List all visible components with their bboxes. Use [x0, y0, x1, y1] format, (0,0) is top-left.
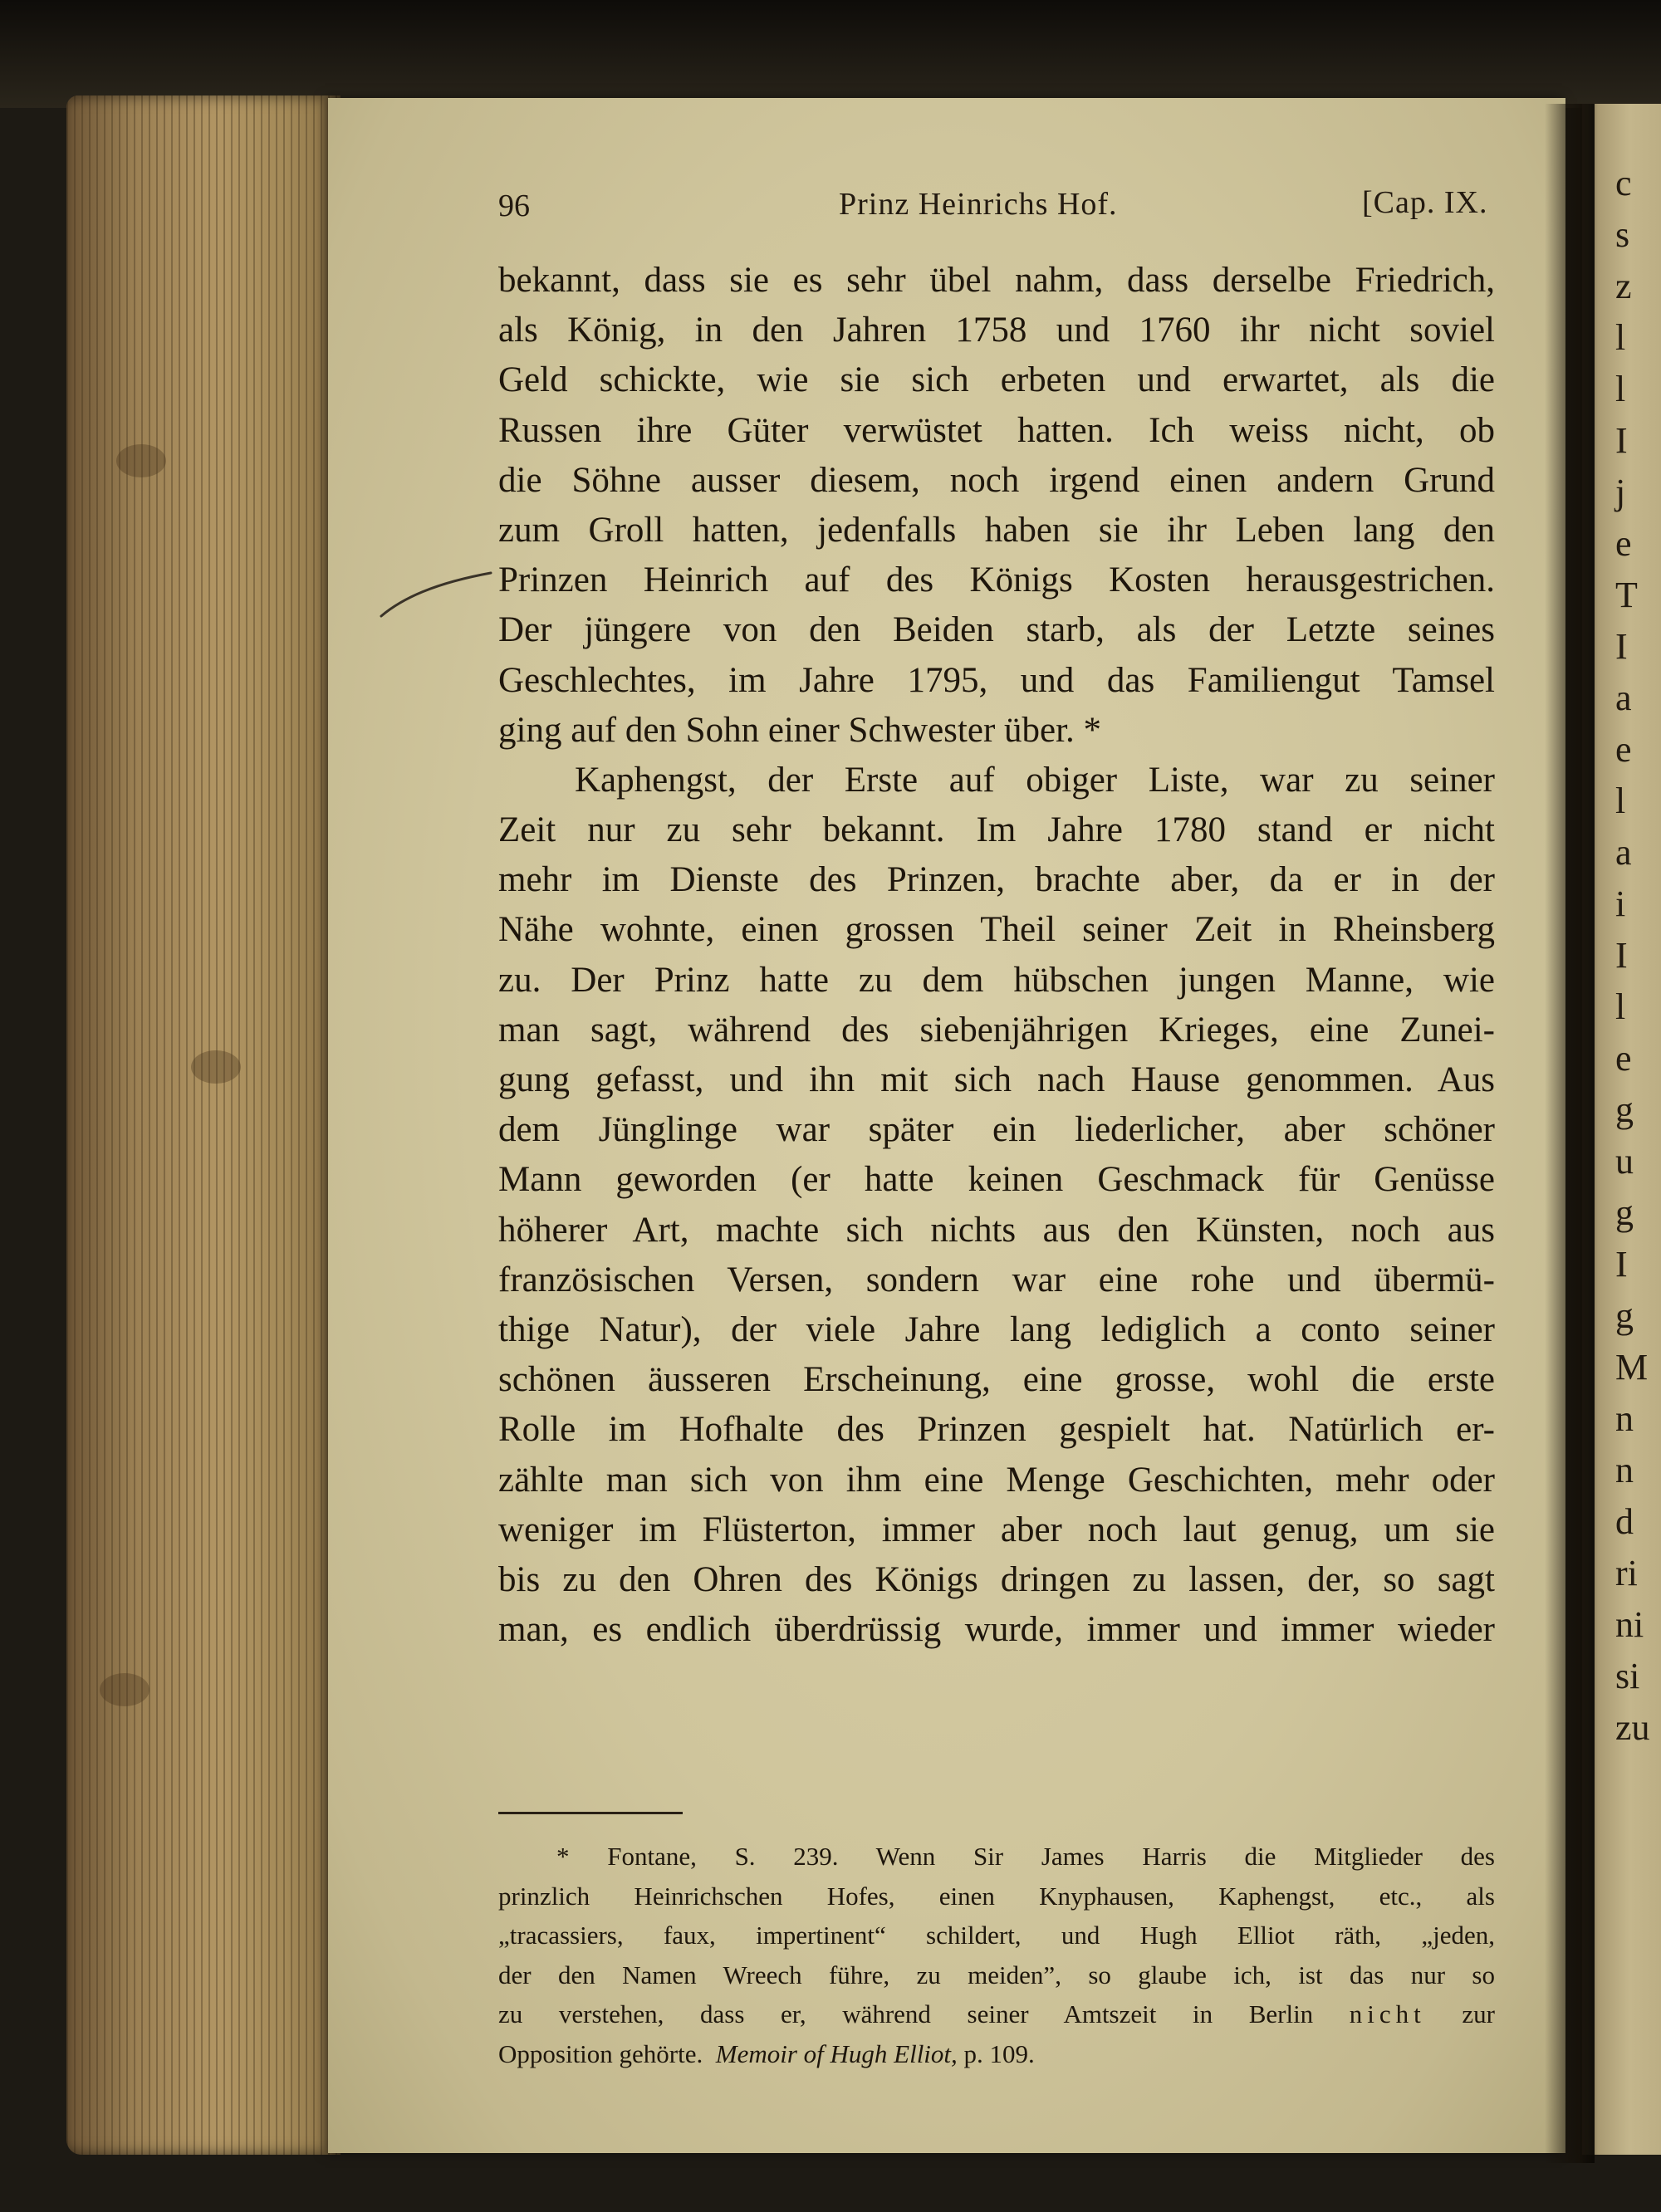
text-line: schönen äusseren Erscheinung, eine grosse, wohl die erste [498, 1360, 1495, 1400]
pencil-mark [378, 565, 494, 623]
dark-background [0, 0, 1661, 108]
text-line: bis zu den Ohren des Königs dringen zu lassen, der, so sagt [498, 1559, 1495, 1599]
footnote-text: zur [1462, 1999, 1495, 2028]
footnote-line [498, 2034, 1495, 2074]
page-block-edges [66, 95, 341, 2155]
facing-page-glyph: c [1615, 163, 1632, 203]
text-line: man sagt, während des siebenjährigen Krieges, eine Zunei- [498, 1010, 1495, 1050]
facing-page-glyph: ni [1615, 1604, 1644, 1645]
text-line: als König, in den Jahren 1758 und 1760 ihr nicht soviel [498, 311, 1495, 350]
text-line: mehr im Dienste des Prinzen, brachte aber, da er in der [498, 860, 1495, 900]
book-page [328, 98, 1565, 2153]
facing-page-glyph: I [1615, 935, 1628, 976]
facing-page-glyph: g [1615, 1089, 1634, 1130]
footnote-emphasis: nicht [1349, 1999, 1426, 2028]
text-line: gung gefasst, und ihn mit sich nach Hause genommen. Aus [498, 1060, 1495, 1099]
footnote-line: * Fontane, S. 239. Wenn Sir James Harris die Mitglieder des [556, 1842, 1495, 1871]
text-line: Geld schickte, wie sie sich erbeten und erwartet, als die [498, 360, 1495, 400]
text-line: Prinzen Heinrich auf des Königs Kosten herausgestrichen. [498, 560, 1495, 600]
edge-stain [191, 1050, 241, 1084]
facing-page-glyph: l [1615, 986, 1626, 1027]
text-line: weniger im Flüsterton, immer aber noch laut genug, um sie [498, 1510, 1495, 1549]
facing-page-glyph: d [1615, 1501, 1634, 1542]
text-line: zählte man sich von ihm eine Menge Geschichten, mehr oder [498, 1460, 1495, 1500]
gutter-shadow [1545, 104, 1595, 2163]
facing-page-glyph: T [1615, 575, 1638, 615]
text-line: Geschlechtes, im Jahre 1795, und das Familiengut Tamsel [498, 660, 1495, 700]
facing-page-glyph: l [1615, 369, 1626, 409]
facing-page-glyph: e [1615, 523, 1632, 564]
text-line: zu. Der Prinz hatte zu dem hübschen jungen Manne, wie [498, 960, 1495, 1000]
text-line: die Söhne ausser diesem, noch irgend einen andern Grund [498, 460, 1495, 500]
facing-page-glyph: n [1615, 1398, 1634, 1439]
footnote-text: p. 109. [963, 2038, 1035, 2068]
footnote-line [498, 1994, 1495, 2034]
facing-page-glyph: e [1615, 1038, 1632, 1079]
facing-page-glyph: s [1615, 214, 1630, 255]
text-line: man, es endlich überdrüssig wurde, immer und immer wieder [498, 1610, 1495, 1650]
facing-page-glyph: i [1615, 883, 1626, 924]
text-line: zum Groll hatten, jedenfalls haben sie ihr Leben lang den [498, 510, 1495, 550]
facing-page-glyph: I [1615, 626, 1628, 667]
text-line: Russen ihre Güter verwüstet hatten. Ich weiss nicht, ob [498, 410, 1495, 450]
text-line: höherer Art, machte sich nichts aus den Künsten, noch aus [498, 1210, 1495, 1250]
facing-page-glyph: e [1615, 729, 1632, 770]
facing-page-glyph: j [1615, 472, 1626, 512]
footnote-line: prinzlich Heinrichschen Hofes, einen Knyphausen, Kaphengst, etc., als [498, 1881, 1495, 1911]
edge-stain [100, 1673, 149, 1706]
facing-page-glyph: l [1615, 781, 1626, 821]
facing-page-glyph: M [1615, 1347, 1649, 1387]
text-line: Rolle im Hofhalte des Prinzen gespielt hat. Natürlich er- [498, 1410, 1495, 1450]
text-line: Nähe wohnte, einen grossen Theil seiner Zeit in Rheinsberg [498, 910, 1495, 950]
footnote-line: „tracassiers, faux, impertinent“ schildert, und Hugh Elliot räth, „jeden, [498, 1921, 1495, 1950]
footnote-text: zu verstehen, dass er, während seiner Amtszeit in Berlin [498, 1999, 1314, 2028]
footnote-text: Opposition gehörte. [498, 2038, 703, 2068]
facing-page-glyph: I [1615, 1244, 1628, 1285]
facing-page-glyph: a [1615, 832, 1632, 873]
footnote-citation: Memoir of Hugh Elliot, [715, 2038, 958, 2068]
footnote-line: der den Namen Wreech führe, zu meiden”, so glaube ich, ist das nur so [498, 1960, 1495, 1989]
running-title: Prinz Heinrichs Hof. [839, 187, 1118, 222]
chapter-label: [Cap. IX. [1362, 185, 1488, 220]
facing-page-glyph: n [1615, 1450, 1634, 1490]
facing-page-glyph: zu [1615, 1707, 1650, 1748]
facing-page-glyph: u [1615, 1141, 1634, 1182]
facing-page-glyph: si [1615, 1656, 1640, 1696]
text-line: Mann geworden (er hatte keinen Geschmack für Genüsse [498, 1160, 1495, 1200]
footnote-rule [498, 1812, 683, 1814]
facing-page-glyph: l [1615, 317, 1626, 358]
text-line: dem Jünglinge war später ein liederlicher, aber schöner [498, 1110, 1495, 1150]
facing-page-glyph: g [1615, 1295, 1634, 1336]
page-number: 96 [498, 188, 530, 223]
edge-stain [116, 444, 166, 477]
facing-page-glyph: g [1615, 1192, 1634, 1233]
text-line: ging auf den Sohn einer Schwester über. * [498, 710, 1102, 750]
footnote [498, 1837, 1495, 2073]
facing-page-glyph: ri [1615, 1553, 1638, 1593]
main-text [498, 256, 1495, 1655]
text-line: Der jüngere von den Beiden starb, als der Letzte seines [498, 610, 1495, 650]
facing-page-glyph: z [1615, 266, 1632, 306]
facing-page-glyph: I [1615, 420, 1628, 461]
text-line: thige Natur), der viele Jahre lang lediglich a conto seiner [498, 1309, 1495, 1349]
facing-page-glyph: a [1615, 678, 1632, 718]
text-line: Zeit nur zu sehr bekannt. Im Jahre 1780 stand er nicht [498, 810, 1495, 850]
text-line: bekannt, dass sie es sehr übel nahm, dass derselbe Friedrich, [498, 261, 1495, 300]
text-line: französischen Versen, sondern war eine rohe und übermü- [498, 1260, 1495, 1299]
text-line: Kaphengst, der Erste auf obiger Liste, war zu seiner [575, 760, 1495, 800]
